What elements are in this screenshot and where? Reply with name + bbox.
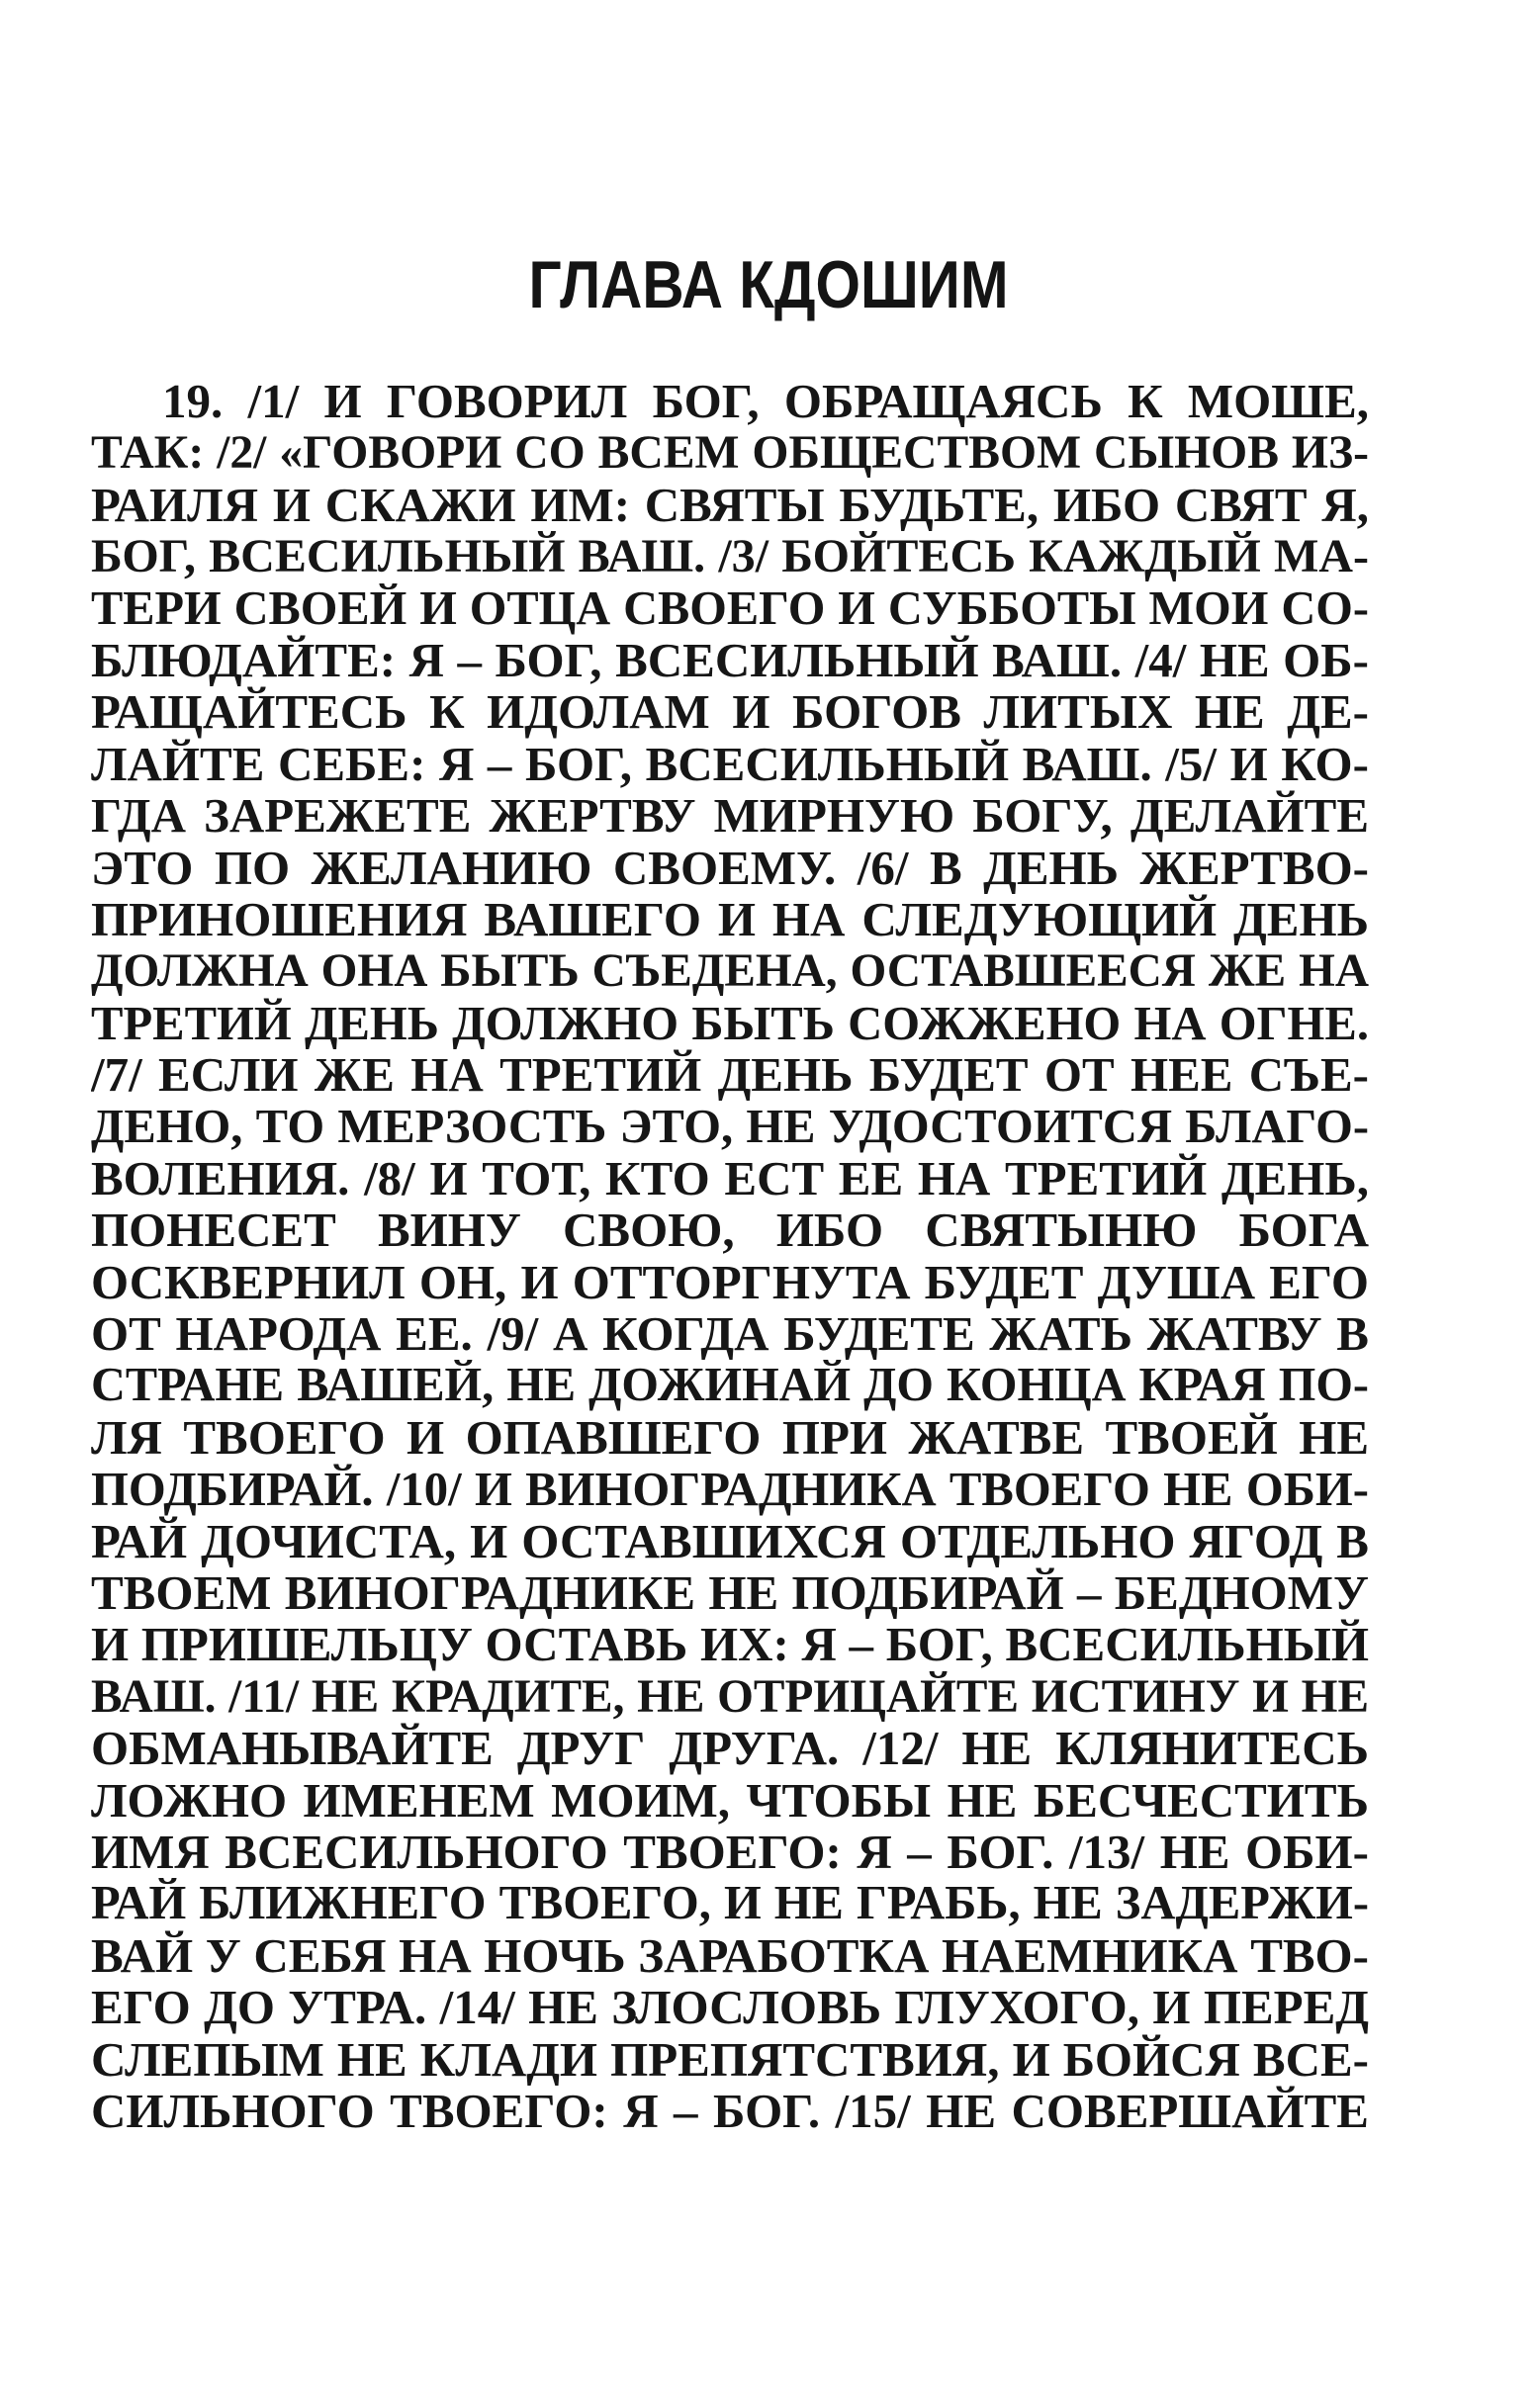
text-line: /7/ ЕСЛИ ЖЕ НА ТРЕТИЙ ДЕНЬ БУДЕТ ОТ НЕЕ СЪЕ- [91,1049,1369,1102]
text-line: ТВОЕМ ВИНОГРАДНИКЕ НЕ ПОДБИРАЙ – БЕДНОМУ [91,1566,1369,1620]
text-line: РАИЛЯ И СКАЖИ ИМ: СВЯТЫ БУДЬТЕ, ИБО СВЯТ Я, [91,479,1369,532]
text-line: ОСКВЕРНИЛ ОН, И ОТТОРГНУТА БУДЕТ ДУША ЕГО [91,1256,1369,1309]
text-line: ВОЛЕНИЯ. /8/ И ТОТ, КТО ЕСТ ЕЕ НА ТРЕТИЙ ДЕНЬ, [91,1152,1369,1205]
text-line: ДЕНО, ТО МЕРЗОСТЬ ЭТО, НЕ УДОСТОИТСЯ БЛАГО- [91,1101,1369,1153]
text-line: СИЛЬНОГО ТВОЕГО: Я – БОГ. /15/ НЕ СОВЕРШАЙТЕ [91,2085,1369,2138]
text-line: ТРЕТИЙ ДЕНЬ ДОЛЖНО БЫТЬ СОЖЖЕНО НА ОГНЕ. [91,997,1369,1050]
text-line: ЛАЙТЕ СЕБЕ: Я – БОГ, ВСЕСИЛЬНЫЙ ВАШ. /5/ И КО- [91,738,1369,791]
text-line: ЛОЖНО ИМЕНЕМ МОИМ, ЧТОБЫ НЕ БЕСЧЕСТИТЬ [91,1774,1369,1827]
text-line: ОТ НАРОДА ЕЕ. /9/ А КОГДА БУДЕТЕ ЖАТЬ ЖАТВУ В [91,1308,1369,1361]
text-line: ДОЛЖНА ОНА БЫТЬ СЪЕДЕНА, ОСТАВШЕЕСЯ ЖЕ НА [91,945,1369,998]
text-line: ОБМАНЫВАЙТЕ ДРУГ ДРУГА. /12/ НЕ КЛЯНИТЕСЬ [91,1723,1369,1775]
body-text [91,376,1369,2137]
text-line: И ПРИШЕЛЬЦУ ОСТАВЬ ИХ: Я – БОГ, ВСЕСИЛЬНЫЙ [91,1619,1369,1671]
text-line: ТЕРИ СВОЕЙ И ОТЦА СВОЕГО И СУББОТЫ МОИ СО- [91,582,1369,635]
text-line: ЕГО ДО УТРА. /14/ НЕ ЗЛОСЛОВЬ ГЛУХОГО, И ПЕРЕД [91,1982,1369,2034]
text-line: ТАК: /2/ «ГОВОРИ СО ВСЕМ ОБЩЕСТВОМ СЫНОВ ИЗ- [91,427,1369,480]
text-line: ПРИНОШЕНИЯ ВАШЕГО И НА СЛЕДУЮЩИЙ ДЕНЬ [91,893,1369,946]
text-line: ИМЯ ВСЕСИЛЬНОГО ТВОЕГО: Я – БОГ. /13/ НЕ ОБИ- [91,1826,1369,1879]
text-line: ЭТО ПО ЖЕЛАНИЮ СВОЕМУ. /6/ В ДЕНЬ ЖЕРТВО- [91,842,1369,894]
text-line: РАЙ ДОЧИСТА, И ОСТАВШИХСЯ ОТДЕЛЬНО ЯГОД В [91,1515,1369,1567]
text-line: ВАЙ У СЕБЯ НА НОЧЬ ЗАРАБОТКА НАЕМНИКА ТВО- [91,1929,1369,1983]
text-line: СЛЕПЫМ НЕ КЛАДИ ПРЕПЯТСТВИЯ, И БОЙСЯ ВСЕ- [91,2033,1369,2086]
text-line: БОГ, ВСЕСИЛЬНЫЙ ВАШ. /3/ БОЙТЕСЬ КАЖДЫЙ МА- [91,531,1369,583]
text-line: ГДА ЗАРЕЖЕТЕ ЖЕРТВУ МИРНУЮ БОГУ, ДЕЛАЙТЕ [91,790,1369,843]
text-line: ПОДБИРАЙ. /10/ И ВИНОГРАДНИКА ТВОЕГО НЕ ОБИ- [91,1464,1369,1516]
text-line: РАЙ БЛИЖНЕГО ТВОЕГО, И НЕ ГРАБЬ, НЕ ЗАДЕРЖИ- [91,1878,1369,1930]
text-line: ВАШ. /11/ НЕ КРАДИТЕ, НЕ ОТРИЦАЙТЕ ИСТИНУ И НЕ [91,1670,1369,1723]
text-line: 19. /1/ И ГОВОРИЛ БОГ, ОБРАЩАЯСЬ К МОШЕ, [162,376,1369,428]
text-line: ПОНЕСЕТ ВИНУ СВОЮ, ИБО СВЯТЫНЮ БОГА [91,1204,1369,1257]
text-line: СТРАНЕ ВАШЕЙ, НЕ ДОЖИНАЙ ДО КОНЦА КРАЯ ПО- [91,1360,1369,1412]
text-line: РАЩАЙТЕСЬ К ИДОЛАМ И БОГОВ ЛИТЫХ НЕ ДЕ- [91,686,1369,739]
chapter-title: ГЛАВА КДОШИМ [528,247,1009,322]
text-line: ЛЯ ТВОЕГО И ОПАВШЕГО ПРИ ЖАТВЕ ТВОЕЙ НЕ [91,1411,1369,1465]
text-line: БЛЮДАЙТЕ: Я – БОГ, ВСЕСИЛЬНЫЙ ВАШ. /4/ НЕ ОБ- [91,634,1369,687]
